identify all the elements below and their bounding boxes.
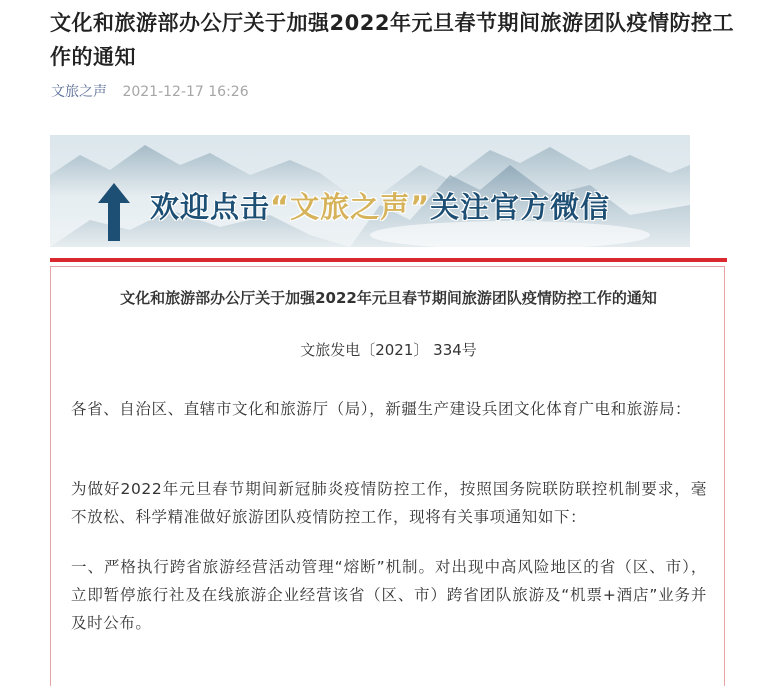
article-title: 文化和旅游部办公厅关于加强2022年元旦春节期间旅游团队疫情防控工作的通知 bbox=[50, 11, 734, 69]
document-item-1: 一、严格执行跨省旅游经营活动管理“熔断”机制。对出现中高风险地区的省（区、市），立即暂停旅行社及在线旅游企业经营该省（区、市）跨省团队旅游及“机票+酒店”业务并及时公布。 bbox=[71, 558, 707, 632]
banner-text-highlight: “文旅之声” bbox=[270, 190, 431, 224]
document-title: 文化和旅游部办公厅关于加强2022年元旦春节期间旅游团队疫情防控工作的通知 bbox=[120, 289, 657, 307]
document-number: 文旅发电〔2021〕 334号 bbox=[300, 341, 477, 359]
publish-date: 2021-12-17 16:26 bbox=[122, 84, 249, 100]
banner-text bbox=[150, 185, 610, 226]
author-link[interactable]: 文旅之声 bbox=[51, 84, 107, 100]
arrow-up-icon bbox=[98, 183, 130, 241]
divider-red-line bbox=[50, 258, 727, 262]
follow-banner[interactable] bbox=[50, 135, 690, 247]
document-intro: 为做好2022年元旦春节期间新冠肺炎疫情防控工作，按照国务院联防联控机制要求，毫不放松、科学精准做好旅游团队疫情防控工作，现将有关事项通知如下： bbox=[71, 480, 707, 526]
banner-text-before: 欢迎点击 bbox=[150, 190, 271, 224]
document-recipients: 各省、自治区、直辖市文化和旅游厅（局），新疆生产建设兵团文化体育广电和旅游局： bbox=[71, 400, 692, 418]
document-box bbox=[50, 266, 725, 686]
article-meta bbox=[51, 82, 249, 102]
banner-text-after: 关注官方微信 bbox=[430, 190, 611, 224]
